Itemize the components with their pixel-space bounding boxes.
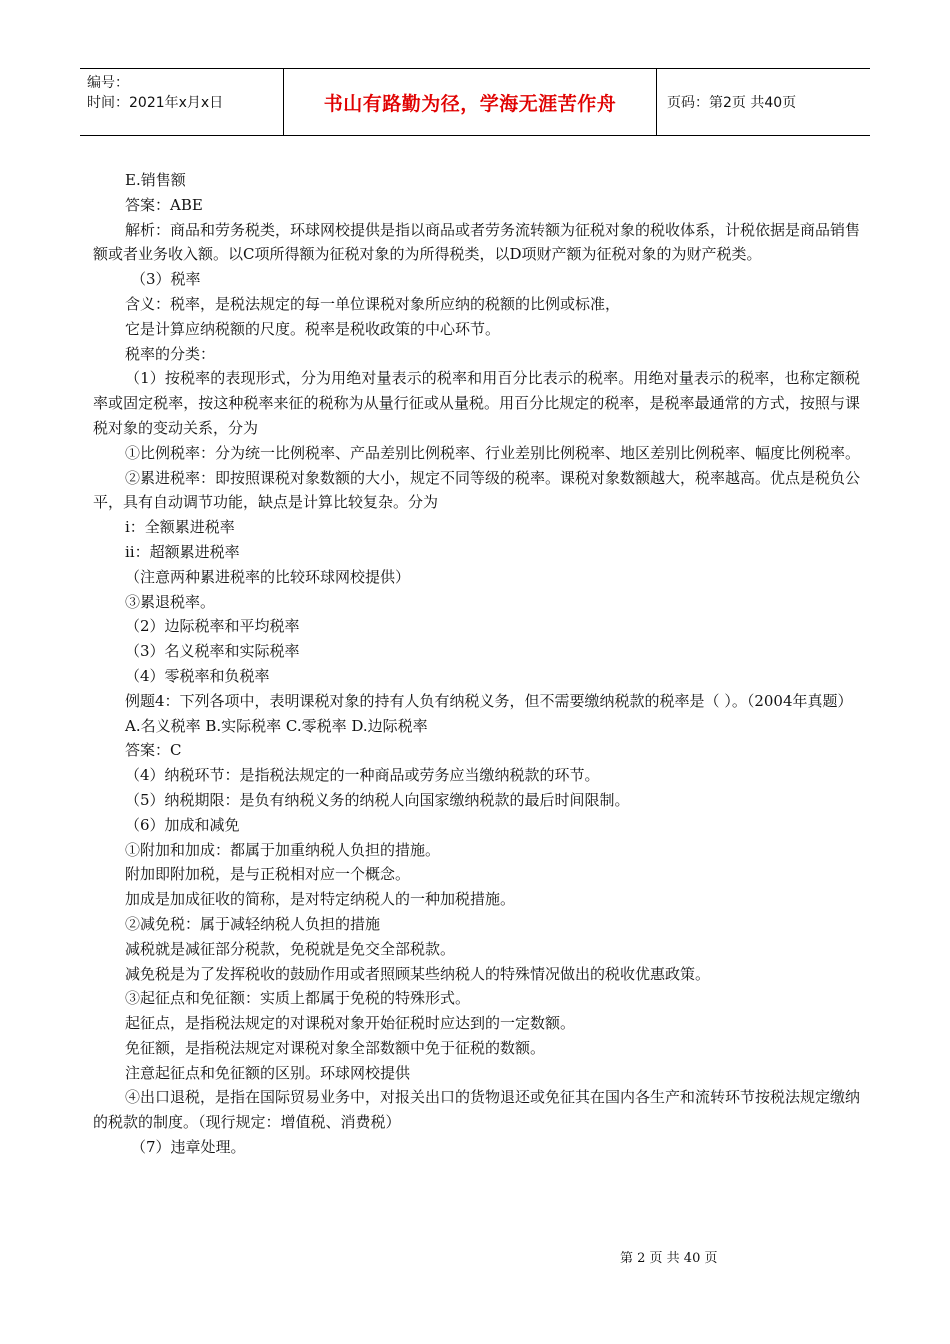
page-header <box>80 68 870 136</box>
list-item: ⅱ：超额累进税率 <box>125 542 240 561</box>
body-paragraph: ②累进税率：即按照课税对象数额的大小，规定不同等级的税率。课税对象数额越大，税率越高。优点是税负公平，具有自动调节功能，缺点是计算比较复杂。分为 <box>93 468 861 512</box>
page-footer: 第 2 页 共 40 页 <box>620 1251 718 1266</box>
answer-line: 答案：C <box>125 741 182 760</box>
answer-line: 答案：ABE <box>125 195 203 214</box>
section-heading: （7）违章处理。 <box>131 1138 246 1157</box>
header-motto: 书山有路勤为径，学海无涯苦作舟 <box>283 69 657 135</box>
analysis-paragraph: 解析：商品和劳务税类，环球网校提供是指以商品或者劳务流转额为征税对象的税收体系，计税依据是商品销售额或者业务收入额。以C项所得额为征税对象的为所得税类，以D项财产额为征税对象的为财产税类。 <box>93 220 861 264</box>
document-time-label: 时间：2021年x月x日 <box>87 95 224 111</box>
body-line: 减税就是减征部分税款，免税就是免交全部税款。 <box>125 939 456 958</box>
body-line: E.销售额 <box>125 171 186 189</box>
body-line: 免征额，是指税法规定对课税对象全部数额中免于征税的数额。 <box>125 1038 546 1057</box>
body-line: 税率的分类： <box>125 344 216 363</box>
body-paragraph: （1）按税率的表现形式，分为用绝对量表示的税率和用百分比表示的税率。用绝对量表示的税率，也称定额税率或固定税率，按这种税率来征的税称为从量行征或从量税。用百分比规定的税率，是税率最通常的方式，按照与课税对象的变动关系，分为 <box>93 369 860 437</box>
document-number-label: 编号： <box>87 75 129 91</box>
body-line: 含义：税率，是税法规定的每一单位课税对象所应纳的税额的比例或标准， <box>125 294 621 313</box>
example-options: A.名义税率 B.实际税率 C.零税率 D.边际税率 <box>125 716 428 735</box>
body-line: 它是计算应纳税额的尺度。税率是税收政策的中心环节。 <box>125 319 501 338</box>
section-heading: （3）税率 <box>131 270 201 289</box>
document-body <box>93 168 860 1160</box>
list-item: （3）名义税率和实际税率 <box>125 642 300 661</box>
body-line: 加成是加成征收的简称，是对特定纳税人的一种加税措施。 <box>125 890 516 909</box>
list-item: ⅰ：全额累进税率 <box>125 518 235 537</box>
body-line: ③起征点和免征额：实质上都属于免税的特殊形式。 <box>125 989 471 1008</box>
body-line: ②减免税：属于减轻纳税人负担的措施 <box>125 914 381 933</box>
body-paragraph: ①比例税率：分为统一比例税率、产品差别比例税率、行业差别比例税率、地区差别比例税率、幅度比例税率。 <box>125 443 861 462</box>
example-question: 例题4：下列各项中，表明课税对象的持有人负有纳税义务，但不需要缴纳税款的税率是（ ）。（2004年真题） <box>125 691 853 710</box>
body-line: （4）纳税环节：是指税法规定的一种商品或劳务应当缴纳税款的环节。 <box>125 766 600 785</box>
header-page-label: 页码：第2页 共40页 <box>667 95 797 111</box>
body-paragraph: ④出口退税，是指在国际贸易业务中，对报关出口的货物退还或免征其在国内各生产和流转环节按税法规定缴纳的税款的制度。（现行规定：增值税、消费税） <box>93 1088 861 1132</box>
list-item: ③累退税率。 <box>125 592 216 611</box>
body-line: 附加即附加税，是与正税相对应一个概念。 <box>125 865 411 884</box>
section-heading: （6）加成和减免 <box>125 815 240 834</box>
list-item: （2）边际税率和平均税率 <box>125 617 300 636</box>
list-item: （4）零税率和负税率 <box>125 666 270 685</box>
header-left-cell <box>80 69 283 135</box>
body-line: （5）纳税期限：是负有纳税义务的纳税人向国家缴纳税款的最后时间限制。 <box>125 790 630 809</box>
body-line: ①附加和加成：都属于加重纳税人负担的措施。 <box>125 840 441 859</box>
body-line: 减免税是为了发挥税收的鼓励作用或者照顾某些纳税人的特殊情况做出的税收优惠政策。 <box>125 964 711 983</box>
note-line: （注意两种累进税率的比较环球网校提供） <box>125 567 411 586</box>
body-line: 起征点，是指税法规定的对课税对象开始征税时应达到的一定数额。 <box>125 1014 576 1033</box>
body-line: 注意起征点和免征额的区别。环球网校提供 <box>125 1063 411 1082</box>
